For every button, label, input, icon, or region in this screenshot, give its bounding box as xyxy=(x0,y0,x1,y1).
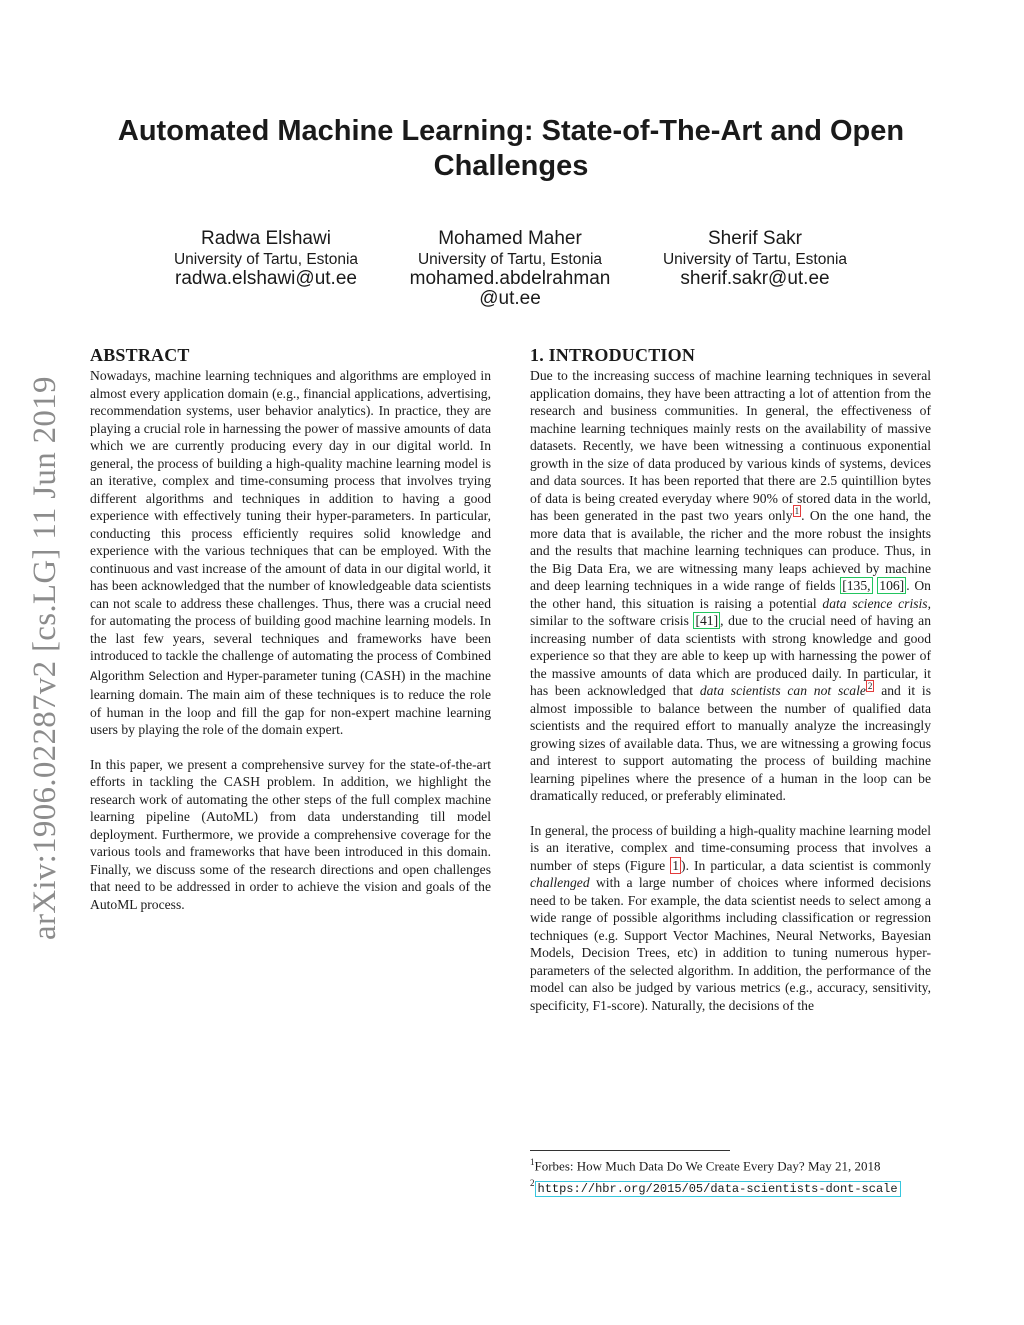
intro-text: In general, the process of building a high-quality machine learning model is an iterative, complex and time-consuming process that involves a number of steps (Figure xyxy=(530,822,931,873)
abstract-text: lgorithm xyxy=(97,667,145,683)
paper-title: Automated Machine Learning: State-of-The-Art and Open Challenges xyxy=(117,115,905,182)
footnote-1 xyxy=(530,1154,934,1174)
intro-text: ). In particular, a data scientist is commonly xyxy=(681,857,931,873)
author-email[interactable]: radwa.elshawi@ut.ee xyxy=(175,268,357,289)
abstract-paragraph: In this paper, we present a comprehensive survey for the state-of-the-art efforts in tackling the CASH problem. In addition, we highlight the research work of automating the other steps of the full complex machine learning pipeline (AutoML) from data understanding till model deployment. Furthermore, we provide a comprehensive coverage for the various tools and frameworks that have been introduced in this domain. Finally, we discuss some of the research directions and open challenges that need to be addressed in order to achieve the vision and goals of the AutoML process. xyxy=(90,756,491,912)
intro-emphasis: data scientists can not scale xyxy=(699,683,866,698)
citation-link[interactable]: [41] xyxy=(695,613,719,628)
author-name: Radwa Elshawi xyxy=(201,228,331,249)
author-block xyxy=(146,228,386,289)
abstract-cmd-letter: S xyxy=(148,669,156,684)
abstract-text: Nowadays, machine learning techniques and algorithms are employed in almost every application domain (e.g., financial applications, advertising, recommendation systems, user behavior analytics). In practice, they are playing a crucial role in harnessing the power of massive amounts of data which we are currently producing every day in our digital world. In general, the process of building a high-quality machine learning model is an iterative, complex and time-consuming process that involves trying different algorithms and techniques in addition to having a good experience with effectively tuning their hyper-parameters. In particular, conducting this process efficiently requires solid knowledge and experience with the various techniques that can be employed. With the continuous and vast increase of the amount of data in our digital world, it has been acknowledged that the number of knowledgeable data scientists can not scale to address these challenges. Thus, there was a crucial need for automating the process of building good machine learning models. In the last few years, several techniques and frameworks have been introduced to tackle the challenge of automating the process of xyxy=(90,368,491,663)
footnote-url-link[interactable]: https://hbr.org/2015/05/data-scientists-dont-scale xyxy=(535,1181,901,1197)
author-email[interactable]: sherif.sakr@ut.ee xyxy=(680,268,830,289)
intro-emphasis: data science crisis xyxy=(822,595,928,611)
left-column xyxy=(90,344,491,913)
abstract-text: election and xyxy=(155,667,223,683)
author-name: Mohamed Maher xyxy=(438,228,582,249)
intro-text: , similar to the software crisis xyxy=(530,595,931,628)
arxiv-identifier: arXiv:1906.02287v2 [cs.LG] 11 Jun 2019 xyxy=(27,376,63,940)
intro-paragraph xyxy=(530,367,931,805)
footnote-text: Forbes: How Much Data Do We Create Every Day? May 21, 2018 xyxy=(534,1158,881,1174)
footnote-divider xyxy=(530,1150,730,1151)
abstract-cmd-letter: A xyxy=(90,669,98,684)
footnote-mark: 2 xyxy=(530,1178,535,1189)
author-affiliation: University of Tartu, Estonia xyxy=(417,251,603,268)
author-affiliation: University of Tartu, Estonia xyxy=(662,251,848,268)
intro-text: , due to the crucial need of having an increasing number of data scientists with strong knowledge and good experience so that they are able to keep up with harnessing the power of the massive amounts of data which are produced daily. In particular, it has been acknowledged that xyxy=(530,613,931,698)
author-email[interactable]: mohamed.abdelrahman @ut.ee xyxy=(409,268,611,309)
intro-text: with a large number of choices where informed decisions need to be taken. For example, the data scientist needs to select among a wide range of possible algorithms including classification or regression techniques (e.g. Support Vector Machines, Neural Networks, Bayesian Models, Decision Trees, etc) in addition to tuning numerous hyper-parameters of the selected algorithm. In addition, the performance of the model can also be judged by various metrics (e.g., accuracy, sensitivity, specificity, F1-score). Naturally, the decisions of the xyxy=(530,875,931,1013)
intro-text: Due to the increasing success of machine learning techniques in several application domains, they have been attracting a lot of attention from the research and business communities. In general, the effectiveness of machine learning techniques mainly rests on the availability of massive datasets. Recently, we have been witnessing a continuous exponential growth in the size of data produced by various kinds of systems, devices and data sources. It has been reported that there are 2.5 quintillion bytes of data is being created everyday where 90% of stored data in the world, has been generated in the past two years only xyxy=(530,368,931,523)
abstract-cmd-letter: C xyxy=(435,650,444,664)
abstract-heading: ABSTRACT xyxy=(90,345,190,365)
author-block xyxy=(635,228,875,289)
abstract-text: yper-parameter tuning (CASH) in the machine learning domain. The main aim of these techniques is to reduce the role of human in the loop and fill the gap for non-expert machine learning users by playing the role of the domain expert. xyxy=(90,667,491,737)
author-affiliation: University of Tartu, Estonia xyxy=(173,251,359,268)
intro-paragraph xyxy=(530,822,931,1015)
citation-link[interactable]: 106] xyxy=(879,578,905,593)
footnotes xyxy=(530,1154,934,1197)
intro-text: . On the one hand, the more data that is available, the richer and the more robust the insights and the results that machine learning techniques can produce. Thus, in the Big Data Era, we are witnessing many leaps achieved by machine and deep learning techniques in a wide range of fields xyxy=(530,508,932,593)
footnote-ref-1[interactable]: 1 xyxy=(794,506,800,517)
intro-emphasis: challenged xyxy=(530,875,590,890)
abstract-cmd-letter: H xyxy=(226,669,235,684)
footnote-2 xyxy=(530,1175,934,1196)
intro-text: . On the other hand, this situation is raising a potential xyxy=(530,578,931,611)
author-block xyxy=(390,228,630,309)
footnote-ref-2[interactable]: 2 xyxy=(867,681,873,692)
figure-ref-link[interactable]: 1 xyxy=(672,857,680,873)
abstract-paragraph xyxy=(90,367,491,739)
author-name: Sherif Sakr xyxy=(708,228,802,249)
introduction-heading: 1. INTRODUCTION xyxy=(530,345,696,365)
intro-text: and it is almost impossible to balance between the number of qualified data scientists and the required effort to manually analyze the increasingly growing sizes of available data. Thus, we are witnessing a growing focus and interest to support automating the process of building machine learning pipelines where the presence of a human in the loop can be dramatically reduced, or preferably eliminated. xyxy=(530,683,931,803)
citation-link[interactable]: [135, xyxy=(842,578,871,593)
footnote-mark: 1 xyxy=(530,1157,535,1167)
right-column xyxy=(530,344,931,1014)
abstract-text: ombined xyxy=(443,648,492,663)
